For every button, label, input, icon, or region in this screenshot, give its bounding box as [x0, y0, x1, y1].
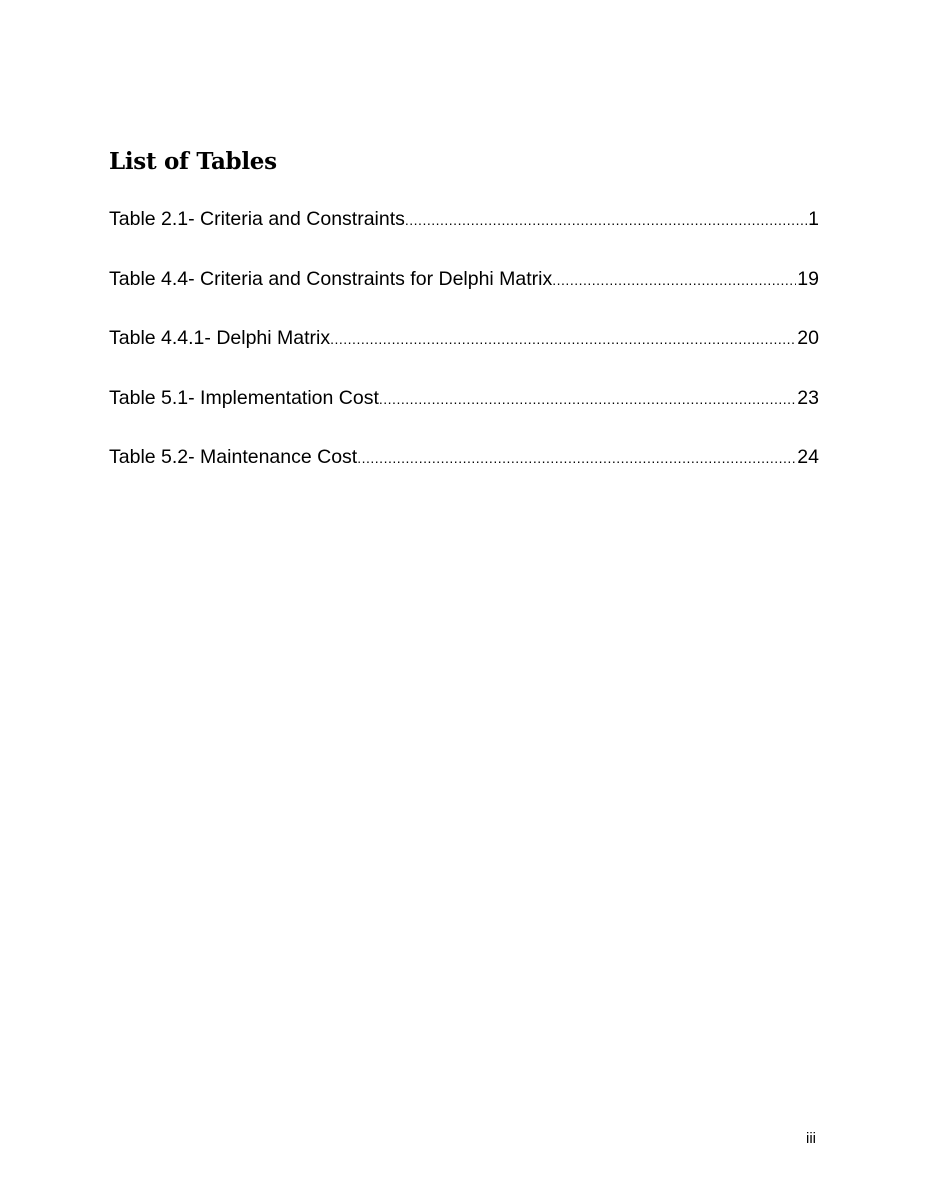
toc-entry-label: Table 5.2- Maintenance Cost [109, 446, 358, 468]
dot-leader [357, 450, 796, 466]
toc-entry-page: 1 [808, 208, 819, 230]
dot-leader [552, 272, 796, 288]
toc-entry [109, 268, 819, 328]
toc-entry-page: 24 [797, 446, 819, 468]
toc-entry-label: Table 4.4- Criteria and Constraints for Delphi Matrix [109, 267, 553, 290]
toc-entry [109, 446, 819, 506]
page-number: iii [806, 1130, 816, 1147]
list-of-tables [109, 208, 819, 506]
dot-leader [405, 212, 807, 228]
toc-entry-label: Table 2.1- Criteria and Constraints [109, 208, 405, 230]
page-title: List of Tables [109, 148, 277, 175]
dot-leader [379, 391, 796, 407]
toc-entry [109, 208, 819, 268]
toc-entry-label: Table 4.4.1- Delphi Matrix [109, 327, 331, 349]
toc-entry-label: Table 5.1- Implementation Cost [109, 386, 379, 409]
toc-entry-page: 20 [797, 327, 819, 349]
dot-leader [330, 331, 796, 347]
toc-entry-page: 23 [797, 386, 819, 409]
toc-entry [109, 387, 819, 447]
toc-entry [109, 327, 819, 387]
toc-entry-page: 19 [797, 267, 819, 290]
